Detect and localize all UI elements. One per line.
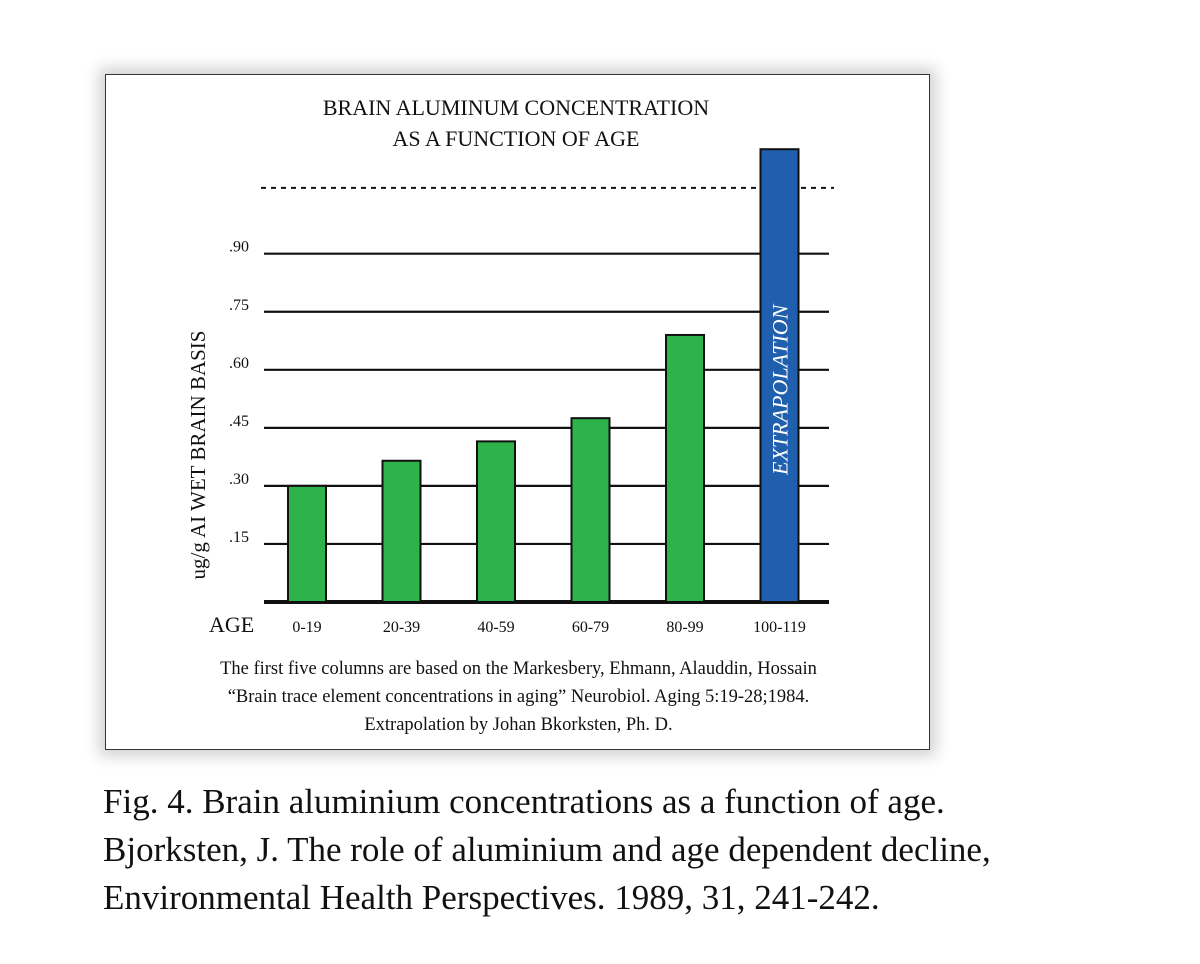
x-tick-label: 40-59: [477, 619, 515, 635]
x-tick-label: 60-79: [571, 619, 610, 635]
y-tick-label: .60: [229, 354, 249, 372]
figure-panel: [105, 74, 930, 750]
x-axis-label: AGE: [209, 612, 255, 635]
x-tick-label: 0-19: [292, 619, 322, 635]
bar-chart: [106, 75, 931, 635]
chart-title-line-2: AS A FUNCTION OF AGE: [392, 126, 640, 151]
bar-annotation: EXTRAPOLATION: [767, 304, 793, 475]
figure-caption: [103, 778, 1183, 922]
y-tick-label: .90: [229, 238, 249, 256]
bar-80-99: [666, 335, 704, 602]
caption-line-3: Environmental Health Perspectives. 1989, 31, 241-242.: [103, 878, 880, 917]
bar-20-39: [383, 461, 421, 602]
x-tick-label: 20-39: [382, 619, 421, 635]
source-note-line-2: “Brain trace element concentrations in aging” Neurobiol. Aging 5:19-28;1984.: [227, 687, 810, 707]
source-note-line-3: Extrapolation by Johan Bkorksten, Ph. D.: [364, 715, 673, 735]
chart-title-line-1: BRAIN ALUMINUM CONCENTRATION: [322, 95, 710, 120]
bar-60-79: [572, 418, 610, 602]
bar-0-19: [288, 486, 326, 602]
y-tick-label: .30: [229, 470, 249, 488]
y-tick-label: .75: [229, 296, 249, 314]
y-axis-label: ug/g AI WET BRAIN BASIS: [186, 330, 210, 580]
grid-layer: [261, 188, 834, 602]
y-tick-label: .15: [229, 528, 249, 546]
bar-layer: [288, 149, 799, 602]
source-note-line-1: The first five columns are based on the Markesbery, Ehmann, Alauddin, Hossain: [220, 659, 817, 679]
bar-40-59: [477, 441, 515, 602]
y-tick-label: .45: [229, 412, 249, 430]
caption-line-1: Fig. 4. Brain aluminium concentrations as a function of age.: [103, 782, 945, 821]
x-tick-label: 80-99: [666, 619, 704, 635]
caption-line-2: Bjorksten, J. The role of aluminium and age dependent decline,: [103, 830, 991, 869]
x-tick-label: 100-119: [753, 619, 806, 635]
